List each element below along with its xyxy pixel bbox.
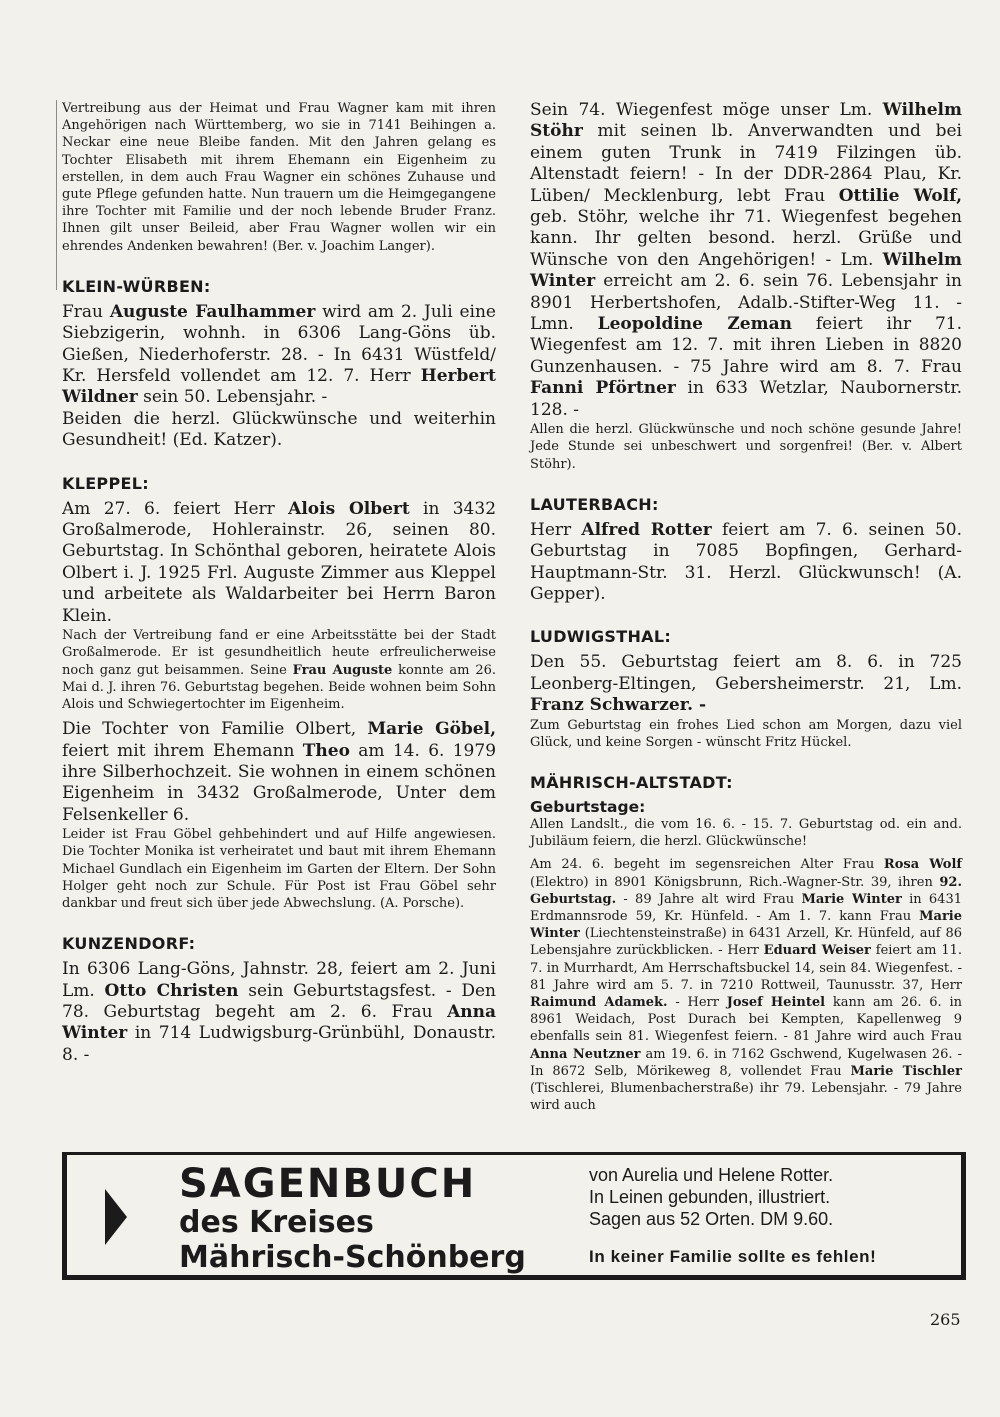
page-number: 265 — [930, 1310, 961, 1329]
ludwigsthal-paragraph: Den 55. Geburtstag feiert am 8. 6. in 725 Leonberg-Eltingen, Gebersheimerstr. 21, Lm. Franz Schwarzer. - — [530, 652, 962, 716]
left-column — [62, 100, 496, 1066]
heading-ludwigsthal: LUDWIGSTHAL: — [530, 627, 672, 647]
subheading-geburtstage: Geburtstage: — [530, 797, 646, 816]
heading-klein-wuerben: KLEIN-WÜRBEN: — [62, 276, 211, 296]
right-column — [530, 100, 962, 1114]
right-intro-wishes: Allen die herzl. Glückwünsche und noch schöne gesunde Jahre! Jede Stunde sei unbeschwert und sorgenfrei! (Ber. v. Albert Stöhr). — [530, 422, 962, 472]
ad-title: SAGENBUCH — [179, 1161, 477, 1207]
kunzendorf-paragraph: In 6306 Lang-Göns, Jahnstr. 28, feiert am 2. Juni Lm. Otto Christen sein Geburtstagsfest. - Den 78. Geburtstag begeht am 2. 6. Frau Anna Winter in 714 Ludwigsburg-Grünbühl, Donaustr. 8. - — [62, 959, 496, 1065]
ad-region: Mährisch-Schönberg — [179, 1240, 526, 1275]
klein-wuerben-paragraph: Frau Auguste Faulhammer wird am 2. Juli eine Siebzigerin, wohnh. in 6306 Lang-Göns üb. Gießen, Niederhoferstr. 28. - In 6431 Wüstfeld/ Kr. Hersfeld vollendet am 12. 7. Herr Herbert Wildner sein 50. Lebensjahr. - — [62, 301, 496, 408]
lauterbach-paragraph: Herr Alfred Rotter feiert am 7. 6. seinen 50. Geburtstag in 7085 Bopfingen, Gerhard-Hauptmann-Str. 31. Herzl. Glückwunsch! (A. Gepper). — [530, 519, 963, 604]
kleppel-paragraph-4: Leider ist Frau Göbel gehbehindert und auf Hilfe angewiesen. Die Tochter Monika ist verheiratet und baut mit ihrem Ehemann Michael Gundlach ein Eigenheim im Garten der Eltern. Der Sohn Holger geht noch zur Schule. Für Post ist Frau Göbel sehr dankbar und freut sich über jede Abwechslung. (A. Porsche). — [62, 827, 496, 911]
heading-maehrisch-altstadt: MÄHRISCH-ALTSTADT: — [530, 772, 733, 792]
kleppel-paragraph-3: Die Tochter von Familie Olbert, Marie Göbel, feiert mit ihrem Ehemann Theo am 14. 6. 1979 ihre Silberhochzeit. Sie wohnen in einem schönen Eigenheim in 3432 Großalmerode, Unter dem Felsenkeller 6. — [62, 719, 497, 825]
ad-price: Sagen aus 52 Orten. DM 9.60. — [589, 1209, 834, 1229]
heading-lauterbach: LAUTERBACH: — [530, 494, 659, 514]
heading-kleppel: KLEPPEL: — [62, 473, 149, 493]
kleppel-paragraph-2: Nach der Vertreibung fand er eine Arbeitsstätte bei der Stadt Großalmerode. Er ist gesundheitlich heute erfreulicherweise noch ganz gut beisammen. Seine Frau Auguste konnte am 26. Mai d. J. ihren 76. Geburtstag begehen. Beide wohnen beim Sohn Alois und Schwiegertochter im Eigenheim. — [62, 628, 496, 712]
maehrisch-paragraph-1: Allen Landslt., die vom 16. 6. - 15. 7. Geburtstag od. ein and. Jubiläum feiern, die herzl. Glückwünsche! — [530, 816, 962, 850]
maehrisch-paragraph-2: Am 24. 6. begeht im segensreichen Alter Frau Rosa Wolf (Elektro) in 8901 Königsbrunn, Rich.-Wagner-Str. 39, ihren 92. Geburtstag. - 89 Jahre alt wird Frau Marie Winter in 6431 Erdmannsrode 59, Kr. Hünfeld. - Am 1. 7. kann Frau Marie Winter (Liechtensteinstraße) in 6431 Arzell, Kr. Hünfeld, auf 86 Lebensjahre zurückblicken. - Herr Eduard Weiser feiert am 11. 7. in Murrhardt, Am Herrschaftsbuckel 14, sein 84. Wiegenfest. - 81 Jahre wird am 5. 7. in 7210 Rottweil, Taunusstr. 37, Herr Raimund Adamek. - Herr Josef Heintel kann am 26. 6. in 8961 Weidach, Post Durach bei Kempten, Kapellenweg 9 ebenfalls sein 81. Wiegenfest feiern. - 81 Jahre wird auch Frau Anna Neutzner am 19. 6. in 7162 Gschwend, Kugelwasen 26. - In 8672 Selb, Mörikeweg 8, vollendet Frau Marie Tischler (Tischlerei, Blumenbacherstraße) ihr 79. Lebensjahr. - 79 Jahre wird auch — [530, 857, 962, 1114]
ad-authors: von Aurelia und Helene Rotter. — [589, 1165, 834, 1185]
triangle-arrow-icon — [105, 1189, 127, 1245]
ad-slogan: In keiner Familie sollte es fehlen! — [589, 1247, 877, 1266]
kleppel-paragraph-1: Am 27. 6. feiert Herr Alois Olbert in 3432 Großalmerode, Hohlerainstr. 26, seinen 80. Geburtstag. In Schönthal geboren, heiratete Alois Olbert i. J. 1925 Frl. Auguste Zimmer aus Kleppel und arbeitete als Waldarbeiter bei Herrn Baron Klein. — [62, 498, 497, 626]
right-intro-paragraph: Sein 74. Wiegenfest möge unser Lm. Wilhelm Stöhr mit seinen lb. Anverwandten und bei einem guten Trunk in 7419 Filzingen üb. Altenstadt feiern! - In der DDR-2864 Plau, Kr. Lüben/ Mecklenburg, lebt Frau Ottilie Wolf, geb. Stöhr, welche ihr 71. Wiegenfest begehen kann. Ihr gelten besond. herzl. Grüße und Wünsche von den Angehörigen! - Lm. Wilhelm Winter erreicht am 2. 6. sein 76. Lebensjahr in 8901 Herbertshofen, Adalb.-Stifter-Weg 11. - Lmn. Leopoldine Zeman feiert ihr 71. Wiegenfest am 12. 7. mit ihren Lieben in 8820 Gunzenhausen. - 75 Jahre wird am 8. 7. Frau Fanni Pförtner in 633 Wetzlar, Naubornerstr. 128. - — [530, 100, 963, 420]
ad-subtitle: des Kreises — [179, 1205, 374, 1240]
sagenbuch-advertisement — [62, 1152, 966, 1280]
klein-wuerben-wishes: Beiden die herzl. Glückwünsche und weiterhin Gesundheit! (Ed. Katzer). — [62, 408, 496, 451]
margin-rule — [56, 100, 57, 290]
ludwigsthal-wishes: Zum Geburtstag ein frohes Lied schon am Morgen, dazu viel Glück, und keine Sorgen - wünscht Fritz Hückel. — [530, 717, 962, 750]
ad-binding: In Leinen gebunden, illustriert. — [589, 1187, 831, 1207]
intro-paragraph: Vertreibung aus der Heimat und Frau Wagner kam mit ihren Angehörigen nach Württemberg, wo sie in 7141 Beihingen a. Neckar eine neue Bleibe fanden. Mit den Jahren gelang es Tochter Elisabeth mit ihrem Ehemann ein Eigenheim zu erstellen, in dem auch Frau Wagner ein schönes Zuhause und gute Pflege gefunden hatte. Nun trauern um die Heimgegangene ihre Tochter mit Familie und der noch lebende Bruder Franz. Ihnen gilt unser Beileid, aber Frau Wagner wollen wir ein ehrendes Andenken bewahren! (Ber. v. Joachim Langer). — [62, 101, 496, 254]
heading-kunzendorf: KUNZENDORF: — [62, 934, 196, 954]
